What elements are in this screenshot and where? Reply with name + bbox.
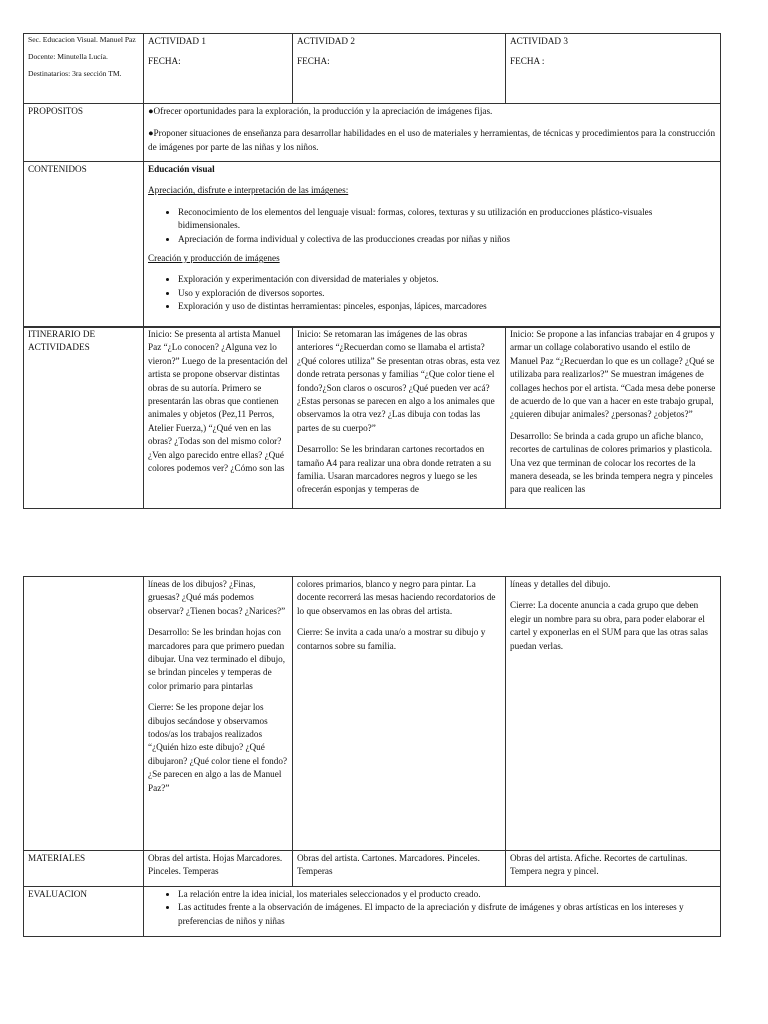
- materiales-activity-1: Obras del artista. Hojas Marcadores. Pinceles. Temperas: [144, 851, 293, 887]
- itinerary-paragraph: Inicio: Se propone a las infancias trabajar en 4 grupos y armar un collage colaborativo usando el estilo de Manuel Paz “¿Recuerdan lo que es un collage? ¿Qué se utilizaba para realizarlos?” Se muestran imágenes de collages hechos por el artista. “Cada mesa debe ponerse de acuerdo de lo que van a hacer en este trabajo grupal, ¿quieren dibujar animales? ¿personas? ¿objetos?”: [510, 329, 716, 420]
- planning-table-page2: [23, 576, 721, 937]
- itinerary-paragraph: Cierre: Se les propone dejar los dibujos secándose y observamos todos/as los trabajos realizados “¿Quién hizo este dibujo? ¿Qué dibujaron? ¿Qué color tiene el fondo? ¿Se parecen en algo a las de Manuel Paz?”: [148, 702, 288, 793]
- row-label: PROPOSITOS: [24, 104, 144, 162]
- activity-3-itinerary-continued: [506, 577, 721, 851]
- propositos-content: [144, 104, 721, 162]
- propositos-row: [24, 104, 721, 162]
- materiales-activity-2: Obras del artista. Cartones. Marcadores. Pinceles. Temperas: [293, 851, 506, 887]
- contenidos-title: Educación visual: [148, 164, 215, 174]
- activity-1-itinerary: [144, 327, 293, 509]
- row-label: EVALUACION: [24, 887, 144, 937]
- section-name: Sec. Educacion Visual. Manuel Paz: [28, 35, 136, 44]
- header-row: [24, 34, 721, 104]
- list-item: • Las actitudes frente a la observación de imágenes. El impacto de la apreciación y disfrute de imágenes y obras artísticas en los intereses y preferencias de niños y niñas: [178, 901, 716, 928]
- contenidos-subtitle-2: Creación y producción de imágenes: [148, 253, 280, 264]
- contenidos-subtitle-1: Apreciación, disfrute e interpretación de las imágenes:: [148, 185, 349, 196]
- activity-title: ACTIVIDAD 2: [297, 36, 355, 46]
- itinerary-paragraph: Cierre: La docente anuncia a cada grupo que deben elegir un nombre para su obra, para poder elaborar el cartel y exponerlas en el SUM para que las otras salas puedan verlas.: [510, 600, 708, 651]
- activity-title: ACTIVIDAD 1: [148, 36, 206, 46]
- header-info-cell: [24, 34, 144, 104]
- activity-date: FECHA :: [510, 56, 545, 67]
- itinerario-row: [24, 327, 721, 509]
- list-item: • Apreciación de forma individual y colectiva de las producciones creadas por niñas y niños: [178, 233, 716, 246]
- empty-label-cell: [24, 577, 144, 851]
- recipients: Destinatarios: 3ra sección TM.: [28, 69, 122, 78]
- itinerary-paragraph: Desarrollo: Se les brindaran cartones recortados en tamaño A4 para realizar una obra donde retraten a su familia. Usaran marcadores negros y luego se les ofrecerán esponjas y temperas de: [297, 444, 492, 495]
- row-label: CONTENIDOS: [24, 162, 144, 328]
- list-item: • Reconocimiento de los elementos del lenguaje visual: formas, colores, texturas y su utilización en producciones plástico-visuales bidimensionales.: [178, 206, 716, 233]
- materiales-row: [24, 851, 721, 887]
- contenidos-row: [24, 162, 721, 328]
- activity-title: ACTIVIDAD 3: [510, 36, 568, 46]
- evaluacion-list: [148, 888, 716, 928]
- planning-table-page1: [23, 33, 721, 328]
- itinerary-paragraph: Desarrollo: Se brinda a cada grupo un afiche blanco, recortes de cartulinas de colores primarios y plasticola. Una vez que terminan de colocar los recortes de la manera deseada, se les brinda tempera negra y pinceles para que realicen las: [510, 430, 713, 495]
- itinerary-paragraph: líneas y detalles del dibujo.: [510, 579, 611, 589]
- row-label: MATERIALES: [24, 851, 144, 887]
- activity-1-itinerary-continued: [144, 577, 293, 851]
- activity-2-header: [293, 34, 506, 104]
- proposito-2: ●Proponer situaciones de enseñanza para desarrollar habilidades en el uso de materiales y herramientas, de técnicas y procedimientos para la construcción de imágenes por parte de las niñas y los niños.: [148, 128, 716, 152]
- itinerary-paragraph: Desarrollo: Se les brindan hojas con marcadores para que primero puedan dibujar. Una vez terminado el dibujo, se brindan pinceles y temperas de color primario para pintarlas: [148, 627, 286, 691]
- itinerario-continued-row: [24, 577, 721, 851]
- itinerary-paragraph: Inicio: Se presenta al artista Manuel Paz “¿Lo conocen? ¿Alguna vez lo vieron?” Luego de la presentación del artista se propone observar distintas obras de su autoría. Primero se presentarán las obras que contienen animales y objetos (Pez,11 Perros, Atelier Fuerza,) “¿Qué ven en las obras? ¿Todas son del mismo color? ¿Ven algo parecido entre ellas? ¿Qué colores podemos ver? ¿Cómo son las: [148, 329, 288, 474]
- activity-date: FECHA:: [148, 56, 181, 67]
- activity-2-itinerary-continued: [293, 577, 506, 851]
- proposito-1: ●Ofrecer oportunidades para la exploración, la producción y la apreciación de imágenes fijas.: [148, 106, 493, 116]
- teacher-name: Docente: Minutella Lucía.: [28, 52, 108, 61]
- itinerario-table-page1: [23, 326, 721, 509]
- contenidos-content: [144, 162, 721, 328]
- list-item: • La relación entre la idea inicial, los materiales seleccionados y el producto creado.: [178, 888, 716, 901]
- itinerary-paragraph: líneas de los dibujos? ¿Finas, gruesas? ¿Qué más podemos observar? ¿Tienen bocas? ¿Narices?”: [148, 579, 286, 616]
- activity-date: FECHA:: [297, 56, 330, 67]
- evaluacion-content: [144, 887, 721, 937]
- activity-3-header: [506, 34, 721, 104]
- itinerary-paragraph: colores primarios, blanco y negro para pintar. La docente recorrerá las mesas haciendo recordatorios de lo que observamos en las obras del artista.: [297, 579, 496, 616]
- itinerary-paragraph: Cierre: Se invita a cada una/o a mostrar su dibujo y contarnos sobre su familia.: [297, 627, 486, 651]
- list-item: • Exploración y uso de distintas herramientas: pinceles, esponjas, lápices, marcadores: [178, 300, 716, 313]
- list-item: • Exploración y experimentación con diversidad de materiales y objetos.: [178, 273, 716, 286]
- contenidos-list-1: [148, 206, 716, 246]
- activity-3-itinerary: [506, 327, 721, 509]
- materiales-activity-3: Obras del artista. Afiche. Recortes de cartulinas. Tempera negra y pincel.: [506, 851, 721, 887]
- activity-1-header: [144, 34, 293, 104]
- row-label: ITINERARIO DE ACTIVIDADES: [24, 327, 144, 509]
- contenidos-list-2: [148, 273, 716, 313]
- activity-2-itinerary: [293, 327, 506, 509]
- list-item: • Uso y exploración de diversos soportes.: [178, 287, 716, 300]
- itinerary-paragraph: Inicio: Se retomaran las imágenes de las obras anteriores “¿Recuerdan como se llamaba el artista? ¿Qué colores utiliza” Se presentan otras obras, esta vez donde retrata personas y familias “¿Que color tiene el fondo?¿Son claros o oscuros? ¿Qué pueden ver acá? ¿Estas personas se parecen en algo a los animales que observamos la otra vez? ¿Las dibuja con todas las partes de su cuerpo?”: [297, 329, 500, 433]
- evaluacion-row: [24, 887, 721, 937]
